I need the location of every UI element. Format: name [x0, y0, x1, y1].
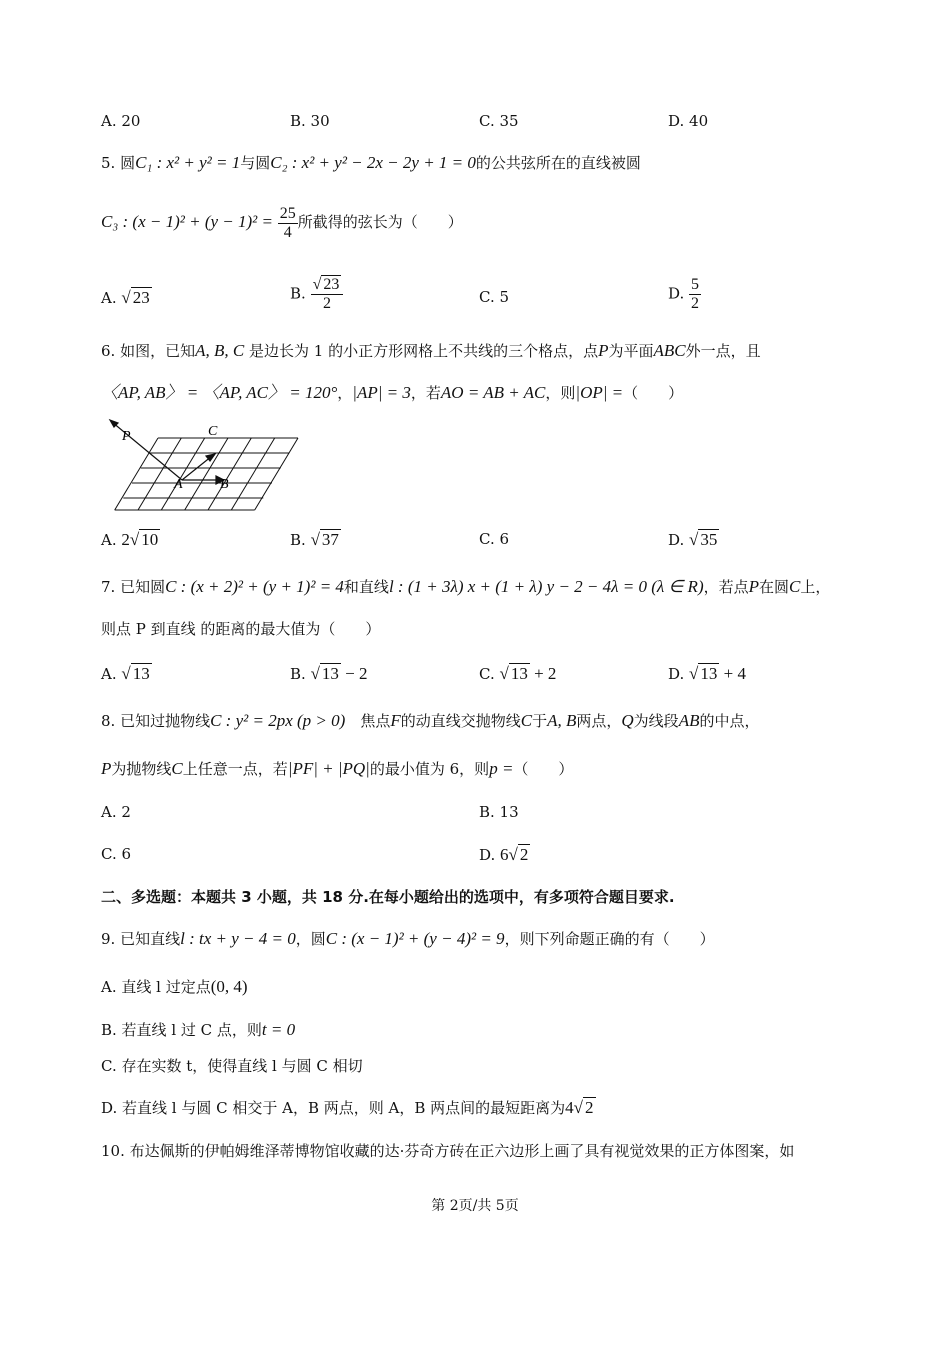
- q4-option-a: A. 20: [101, 112, 141, 130]
- q5-option-d: D. $\frac{5}{2}$: [668, 276, 700, 312]
- q8-option-a: A. 2: [101, 803, 131, 821]
- q4-option-c: C. 35: [479, 112, 519, 130]
- q4-option-b: B. 30: [290, 112, 330, 130]
- fig-label-a: A: [174, 477, 183, 492]
- q7-option-b: B. √ 13 − 2: [290, 664, 368, 683]
- fig-label-b: B: [220, 477, 229, 492]
- q9-stem: 9. 已知直线l : tx + y − 4 = 0，圆C : (x − 1)² + (y − 4)² = 9，则下列命题正确的有（ ）: [101, 929, 715, 948]
- q9-option-a: A. 直线 l 过定点(0, 4): [101, 977, 248, 996]
- q6-option-c: C. 6: [479, 530, 510, 548]
- q8-option-b: B. 13: [479, 803, 519, 821]
- q9-option-c: C. 存在实数 t，使得直线 l 与圆 C 相切: [101, 1057, 363, 1075]
- q5-stem-line2: C₃ : (x − 1)² + (y − 1)² = $\frac{25}{4}$ 所截得的弦长为（ ）: [101, 204, 463, 241]
- q5-option-b: B. $\frac{√ 23}{2}$: [290, 276, 343, 313]
- q8-stem-line1: 8. 已知过抛物线C : y² = 2px (p > 0) 焦点F的动直线交抛物线C于A, B两点，Q为线段AB的中点，: [101, 711, 760, 730]
- page-footer: 第 2页/共 5页: [431, 1198, 519, 1214]
- q7-stem-line1: 7. 已知圆C : (x + 2)² + (y + 1)² = 4和直线l : (1 + 3λ) x + (1 + λ) y − 2 − 4λ = 0 (λ ∈ R)，若点P在圆C上，: [101, 577, 831, 596]
- fig-label-p: P: [122, 429, 131, 444]
- q7-option-a: A. √ 13: [101, 664, 150, 683]
- q6-option-a: A. 2√ 10: [101, 530, 159, 549]
- q7-option-c: C. √ 13 + 2: [479, 664, 557, 683]
- q9-option-b: B. 若直线 l 过 C 点，则t = 0: [101, 1020, 296, 1039]
- q7-option-d: D. √ 13 + 4: [668, 664, 746, 683]
- section-2-heading: 二、多选题：本题共 3 小题，共 18 分.在每小题给出的选项中，有多项符合题目要求.: [101, 888, 675, 906]
- q6-stem-line1: 6. 如图，已知A, B, C 是边长为 1 的小正方形网格上不共线的三个格点，点P为平面ABC外一点，且: [101, 341, 761, 360]
- q6-grid-figure: [100, 418, 310, 518]
- q10-stem: 10. 布达佩斯的伊帕姆维泽蒂博物馆收藏的达·芬奇方砖在正六边形上画了具有视觉效果的正方体图案，如: [101, 1142, 795, 1160]
- q8-option-d: D. 6√ 2: [479, 845, 529, 864]
- q5-option-c: C. 5: [479, 288, 510, 306]
- q5-stem-line1: 5. 圆C₁ : x² + y² = 1与圆C₂ : x² + y² − 2x − 2y + 1 = 0的公共弦所在的直线被圆: [101, 153, 641, 172]
- grid-lines: [115, 438, 298, 510]
- fig-label-c: C: [208, 424, 218, 439]
- q6-option-d: D. √ 35: [668, 530, 718, 549]
- q5-fraction: $\frac{25}{4}$: [279, 204, 296, 241]
- q6-stem-line2: 〈AP, AB〉 = 〈AP, AC〉 = 120°，|AP| = 3，若AO = AB + AC，则|OP| =（ ）: [101, 383, 684, 402]
- q8-stem-line2: P为抛物线C上任意一点，若|PF| + |PQ|的最小值为 6，则p =（ ）: [101, 759, 574, 778]
- q4-option-d: D. 40: [668, 112, 709, 130]
- q8-option-c: C. 6: [101, 845, 132, 863]
- q9-option-d: D. 若直线 l 与圆 C 相交于 A，B 两点，则 A，B 两点间的最短距离为4√ 2: [101, 1098, 594, 1117]
- q5-option-a: A. √ 23: [101, 288, 150, 307]
- q7-stem-line2: 则点 P 到直线 的距离的最大值为（ ）: [101, 620, 381, 638]
- q6-option-b: B. √ 37: [290, 530, 339, 549]
